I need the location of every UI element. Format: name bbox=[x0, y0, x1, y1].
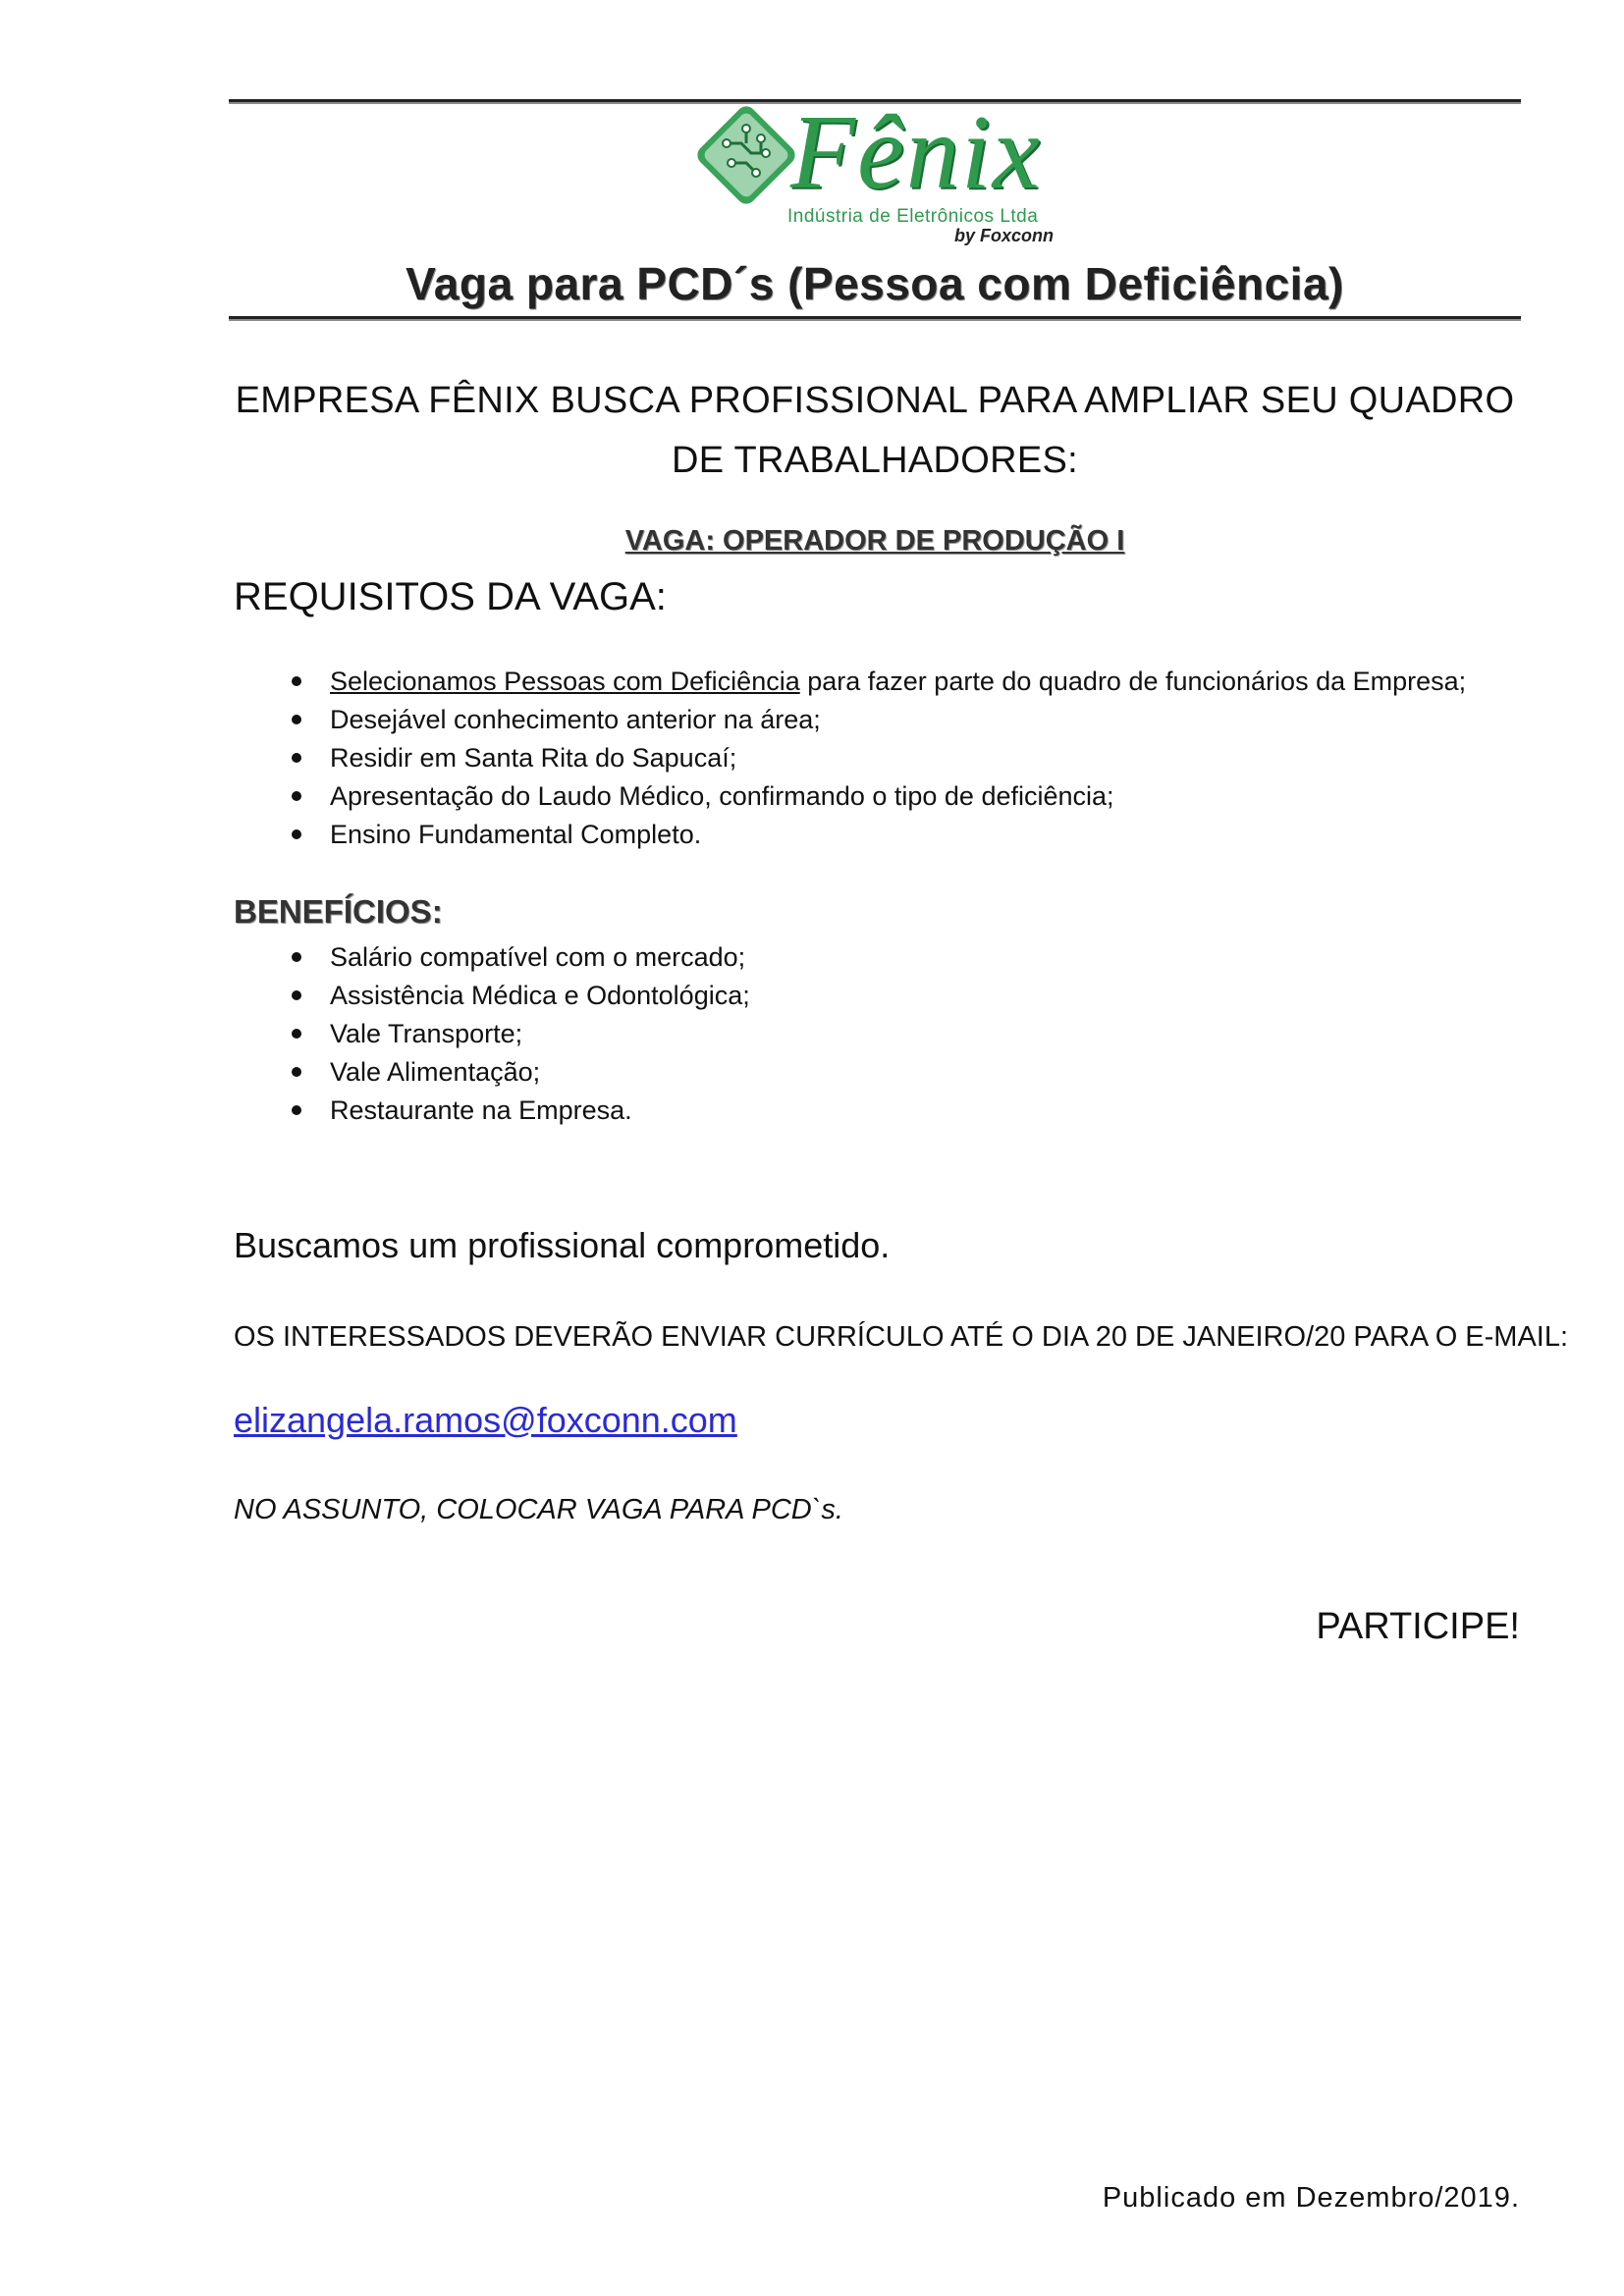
seek-statement: Buscamos um profissional comprometido. bbox=[234, 1225, 891, 1265]
list-item bbox=[330, 1015, 750, 1053]
bullet-icon bbox=[292, 990, 301, 1000]
list-item bbox=[330, 739, 1466, 777]
closing-call: PARTICIPE! bbox=[1316, 1606, 1520, 1647]
bullet-icon bbox=[292, 791, 301, 801]
list-item-text: Restaurante na Empresa. bbox=[330, 1095, 632, 1125]
page-title: Vaga para PCD´s (Pessoa com Deficiência) bbox=[406, 258, 1344, 309]
application-instructions: OS INTERESSADOS DEVERÃO ENVIAR CURRÍCULO ATÉ O DIA 20 DE JANEIRO/20 PARA O E-MAIL: bbox=[234, 1321, 1569, 1353]
requirements-list bbox=[330, 663, 1466, 854]
list-item-text: Ensino Fundamental Completo. bbox=[330, 820, 702, 849]
bullet-icon bbox=[292, 829, 301, 839]
benefits-list bbox=[330, 938, 750, 1130]
list-item-text: Salário compatível com o mercado; bbox=[330, 942, 746, 972]
list-item bbox=[330, 1092, 750, 1130]
title-divider bbox=[229, 316, 1521, 321]
bullet-icon bbox=[292, 753, 301, 763]
list-item-text: Vale Alimentação; bbox=[330, 1057, 541, 1087]
list-item-text: para fazer parte do quadro de funcionários da Empresa; bbox=[799, 667, 1467, 696]
list-item bbox=[330, 816, 1466, 854]
logo-byline: by Foxconn bbox=[954, 226, 1055, 245]
company-logo bbox=[697, 94, 1070, 251]
vacancy-title: VAGA: OPERADOR DE PRODUÇÃO I bbox=[624, 525, 1125, 557]
benefits-heading: BENEFÍCIOS: bbox=[234, 893, 443, 930]
publication-date: Publicado em Dezembro/2019. bbox=[1102, 2182, 1520, 2214]
list-item bbox=[330, 977, 750, 1015]
subject-note: NO ASSUNTO, COLOCAR VAGA PARA PCD`s. bbox=[234, 1494, 843, 1525]
logo-subtitle: Indústria de Eletrônicos Ltda bbox=[787, 206, 1039, 227]
list-item-text: Assistência Médica e Odontológica; bbox=[330, 981, 750, 1010]
bullet-icon bbox=[292, 715, 301, 724]
list-item-text: Residir em Santa Rita do Sapucaí; bbox=[330, 743, 737, 773]
list-item bbox=[330, 663, 1466, 701]
list-item bbox=[330, 777, 1466, 816]
list-item-text: Apresentação do Laudo Médico, confirmando o tipo de deficiência; bbox=[330, 781, 1114, 811]
contact-email-link[interactable]: elizangela.ramos@foxconn.com bbox=[234, 1400, 737, 1440]
headline: EMPRESA FÊNIX BUSCA PROFISSIONAL PARA AMPLIAR SEU QUADRO DE TRABALHADORES: bbox=[235, 380, 1515, 481]
list-item-text: Desejável conhecimento anterior na área; bbox=[330, 705, 821, 734]
circuit-board-diamond-icon bbox=[697, 104, 795, 212]
bullet-icon bbox=[292, 1029, 301, 1039]
list-item bbox=[330, 1053, 750, 1092]
bullet-icon bbox=[292, 1067, 301, 1077]
list-item-text: Vale Transporte; bbox=[330, 1019, 523, 1048]
requirements-heading: REQUISITOS DA VAGA: bbox=[234, 575, 667, 618]
logo-wordmark: Fênix bbox=[790, 94, 1042, 211]
list-item bbox=[330, 938, 750, 977]
bullet-icon bbox=[292, 1105, 301, 1115]
bullet-icon bbox=[292, 676, 301, 686]
list-item bbox=[330, 701, 1466, 739]
bullet-icon bbox=[292, 952, 301, 962]
underlined-phrase: Selecionamos Pessoas com Deficiência bbox=[330, 667, 800, 696]
